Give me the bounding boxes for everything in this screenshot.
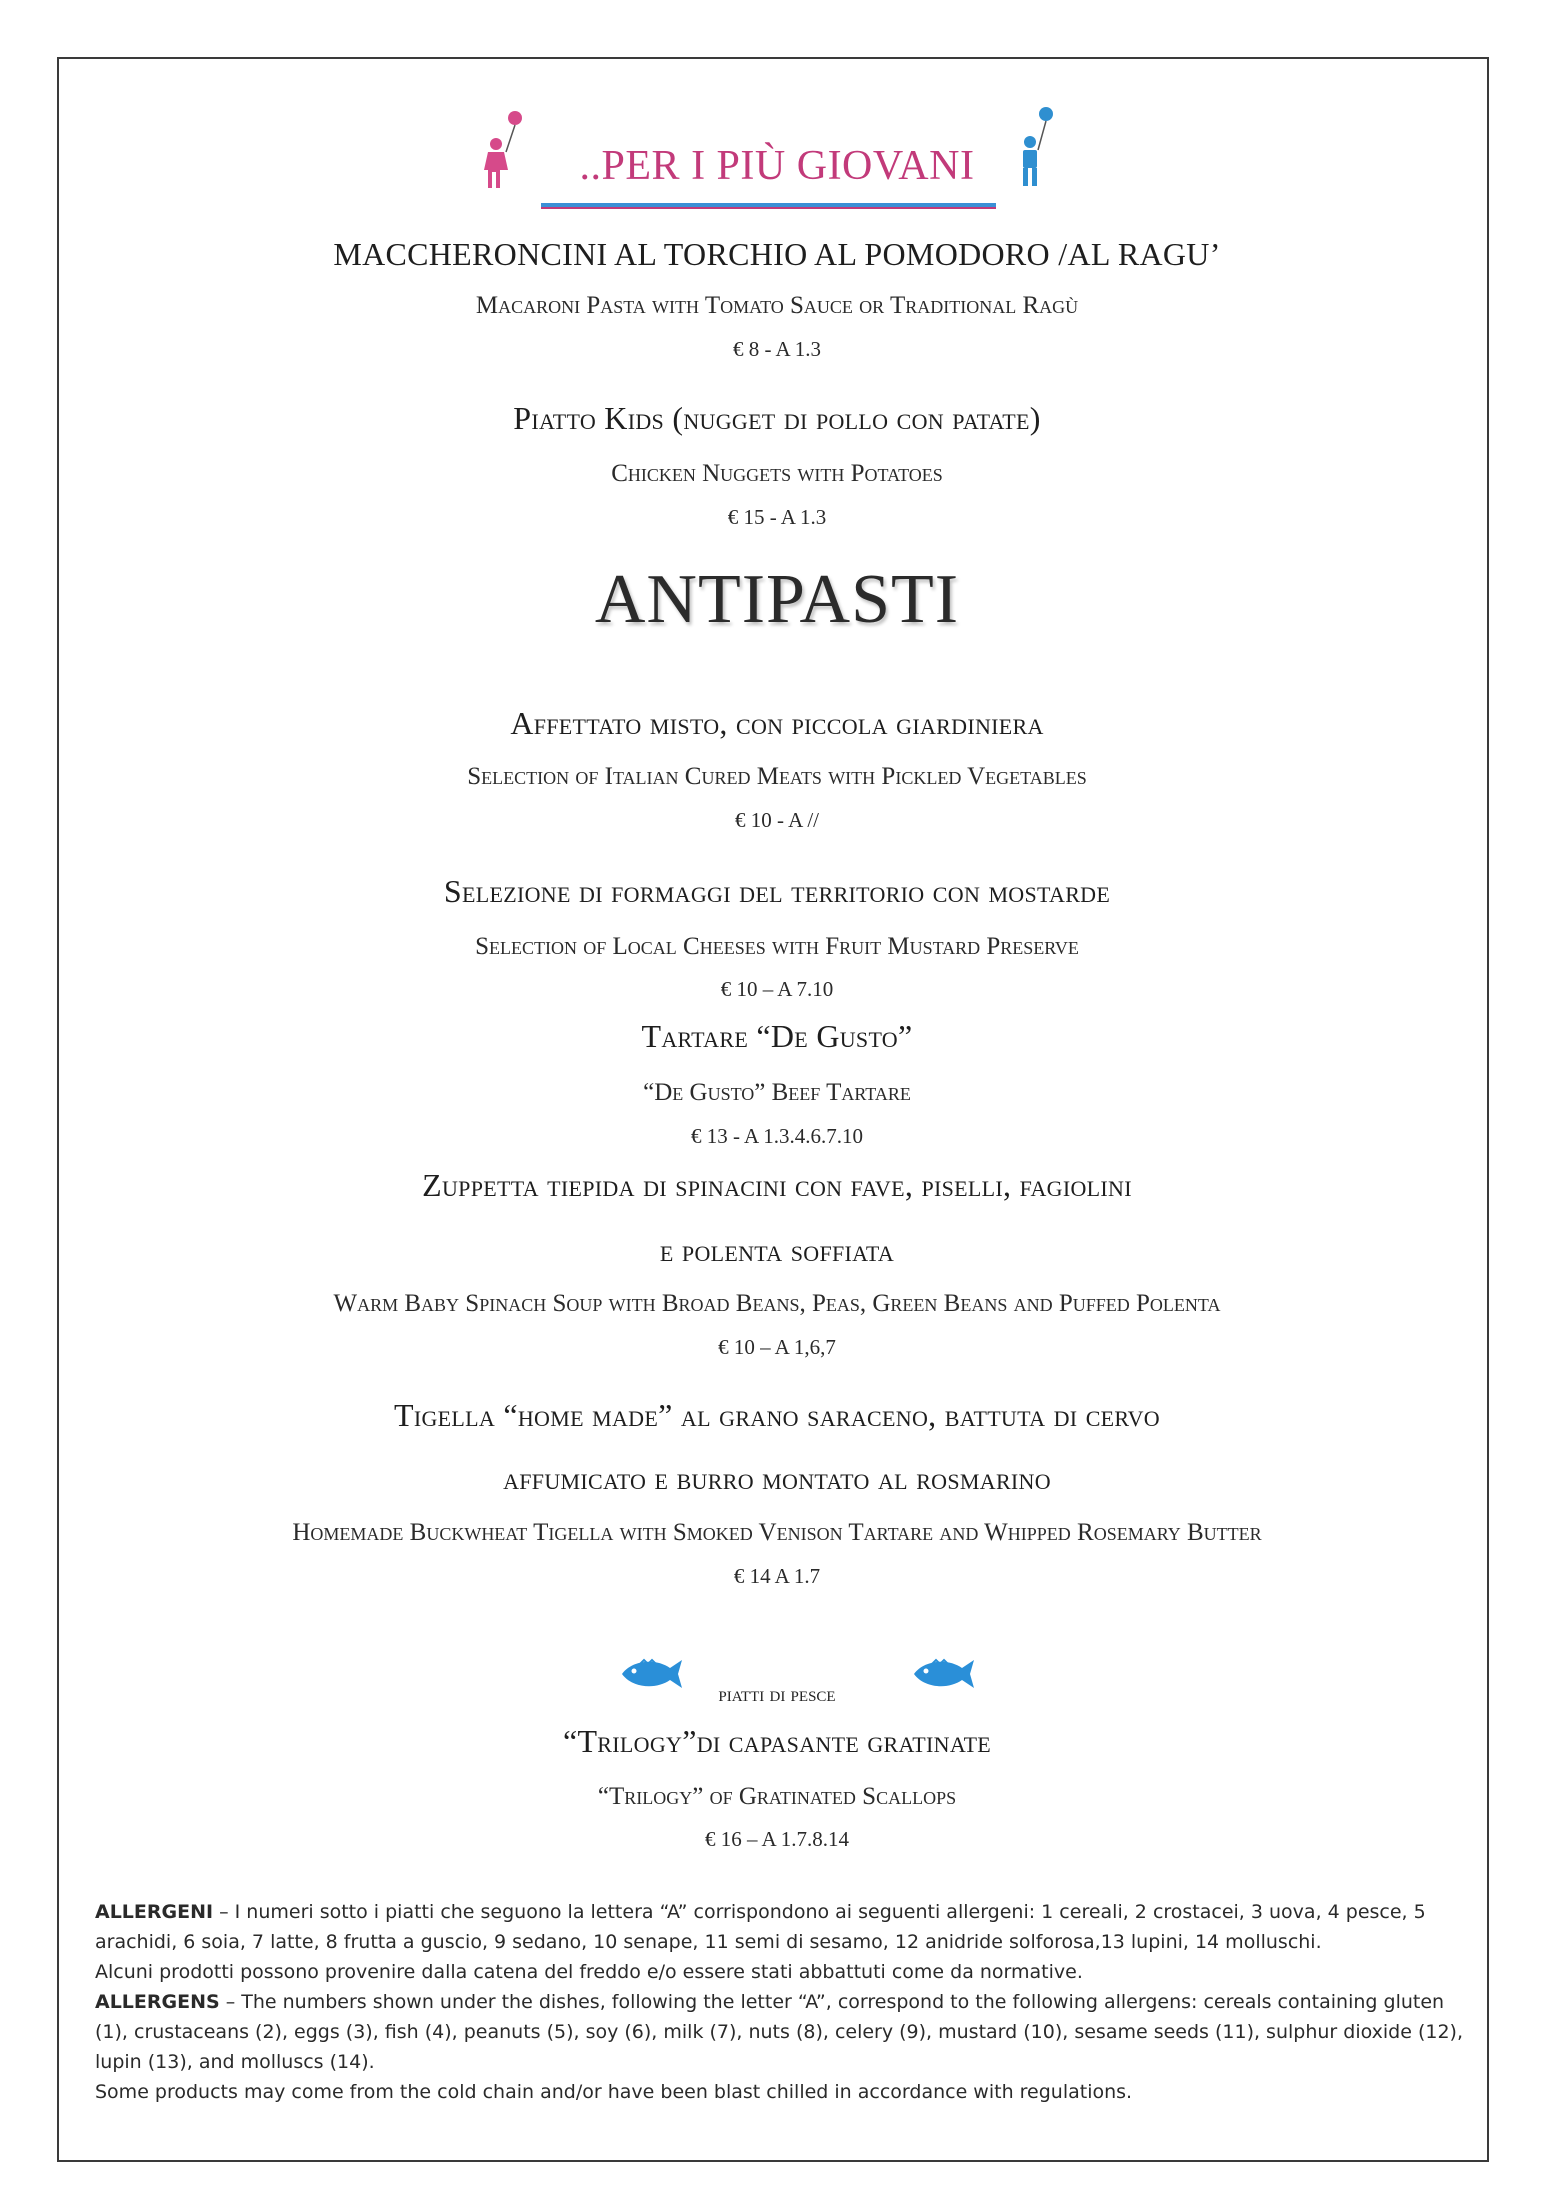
dish-english: Macaroni Pasta with Tomato Sauce or Traditional Ragù <box>475 292 1079 319</box>
dish-name: Selezione di formaggi del territorio con mostarde <box>443 873 1111 909</box>
dish-price: € 10 - A // <box>734 808 819 832</box>
dish-name: MACCHERONCINI AL TORCHIO AL POMODORO /AL RAGU’ <box>333 236 1221 272</box>
allergen-notes <box>95 1897 1475 2107</box>
dish-name-line2: e polenta soffiata <box>659 1232 895 1268</box>
allergen-en-paragraph <box>95 1987 1475 2077</box>
kids-title-underline <box>541 203 996 209</box>
dish-price: € 16 – A 1.7.8.14 <box>704 1827 850 1851</box>
allergen-en-label: ALLERGENS <box>95 1991 220 2013</box>
allergen-it-note: Alcuni prodotti possono provenire dalla catena del freddo e/o essere stati abbattuti come da normative. <box>95 1961 1083 1983</box>
dish-english: Selection of Italian Cured Meats with Pickled Vegetables <box>467 763 1087 790</box>
dish-price: € 10 – A 7.10 <box>720 977 834 1001</box>
kids-section-title: ..PER I PIÙ GIOVANI <box>579 143 975 189</box>
dish-english: Chicken Nuggets with Potatoes <box>611 460 943 487</box>
dish-price: € 15 - A 1.3 <box>727 505 827 529</box>
dish-english: “Trilogy” of Gratinated Scallops <box>597 1783 957 1810</box>
dish-name: Tartare “De Gusto” <box>641 1018 913 1054</box>
dish-price: € 8 - A 1.3 <box>732 337 822 361</box>
dish-english: Warm Baby Spinach Soup with Broad Beans, Peas, Green Beans and Puffed Polenta <box>333 1290 1221 1317</box>
allergen-it-paragraph <box>95 1897 1475 1957</box>
dish-name: Affettato misto, con piccola giardiniera <box>510 705 1044 741</box>
allergen-en-note: Some products may come from the cold chain and/or have been blast chilled in accordance with regulations. <box>95 2081 1133 2103</box>
dish-english: Homemade Buckwheat Tigella with Smoked Venison Tartare and Whipped Rosemary Butter <box>292 1519 1262 1546</box>
dish-name-line2: affumicato e burro montato al rosmarino <box>503 1460 1051 1496</box>
allergen-en-text: – The numbers shown under the dishes, following the letter “A”, correspond to the following allergens: cereals containing gluten (1), crustaceans (2), eggs (3), fish (4), peanuts (5), soy (6), milk (7), nuts (8), celery (9), mustard (10), sesame seeds (11), sulphur dioxide (12), lupin (13), and molluscs (14). <box>95 1991 1464 2073</box>
dish-name: Piatto Kids (nugget di pollo con patate) <box>513 400 1041 436</box>
allergen-it-text: – I numeri sotto i piatti che seguono la lettera “A” corrispondono ai seguenti allergeni: 1 cereali, 2 crostacei, 3 uova, 4 pesce, 5 arachidi, 6 soia, 7 latte, 8 frutta a guscio, 9 sedano, 10 senape, 11 semi di sesamo, 12 anidride solforosa,13 lupini, 14 molluschi. <box>95 1901 1426 1953</box>
dish-price: € 14 A 1.7 <box>733 1564 821 1588</box>
dish-name-line1: Zuppetta tiepida di spinacini con fave, piselli, fagiolini <box>422 1167 1132 1203</box>
dish-english: Selection of Local Cheeses with Fruit Mustard Preserve <box>475 933 1079 960</box>
dish-price: € 13 - A 1.3.4.6.7.10 <box>690 1124 864 1148</box>
fish-section-label: piatti di pesce <box>718 1682 836 1706</box>
dish-name-line1: Tigella “home made” al grano saraceno, battuta di cervo <box>393 1397 1160 1433</box>
allergen-it-label: ALLERGENI <box>95 1901 214 1923</box>
dish-english: “De Gusto” Beef Tartare <box>643 1079 911 1106</box>
dish-price: € 10 – A 1,6,7 <box>718 1335 836 1359</box>
section-title-antipasti: ANTIPASTI <box>594 561 960 638</box>
dish-name: “Trilogy”di capasante gratinate <box>562 1723 992 1759</box>
